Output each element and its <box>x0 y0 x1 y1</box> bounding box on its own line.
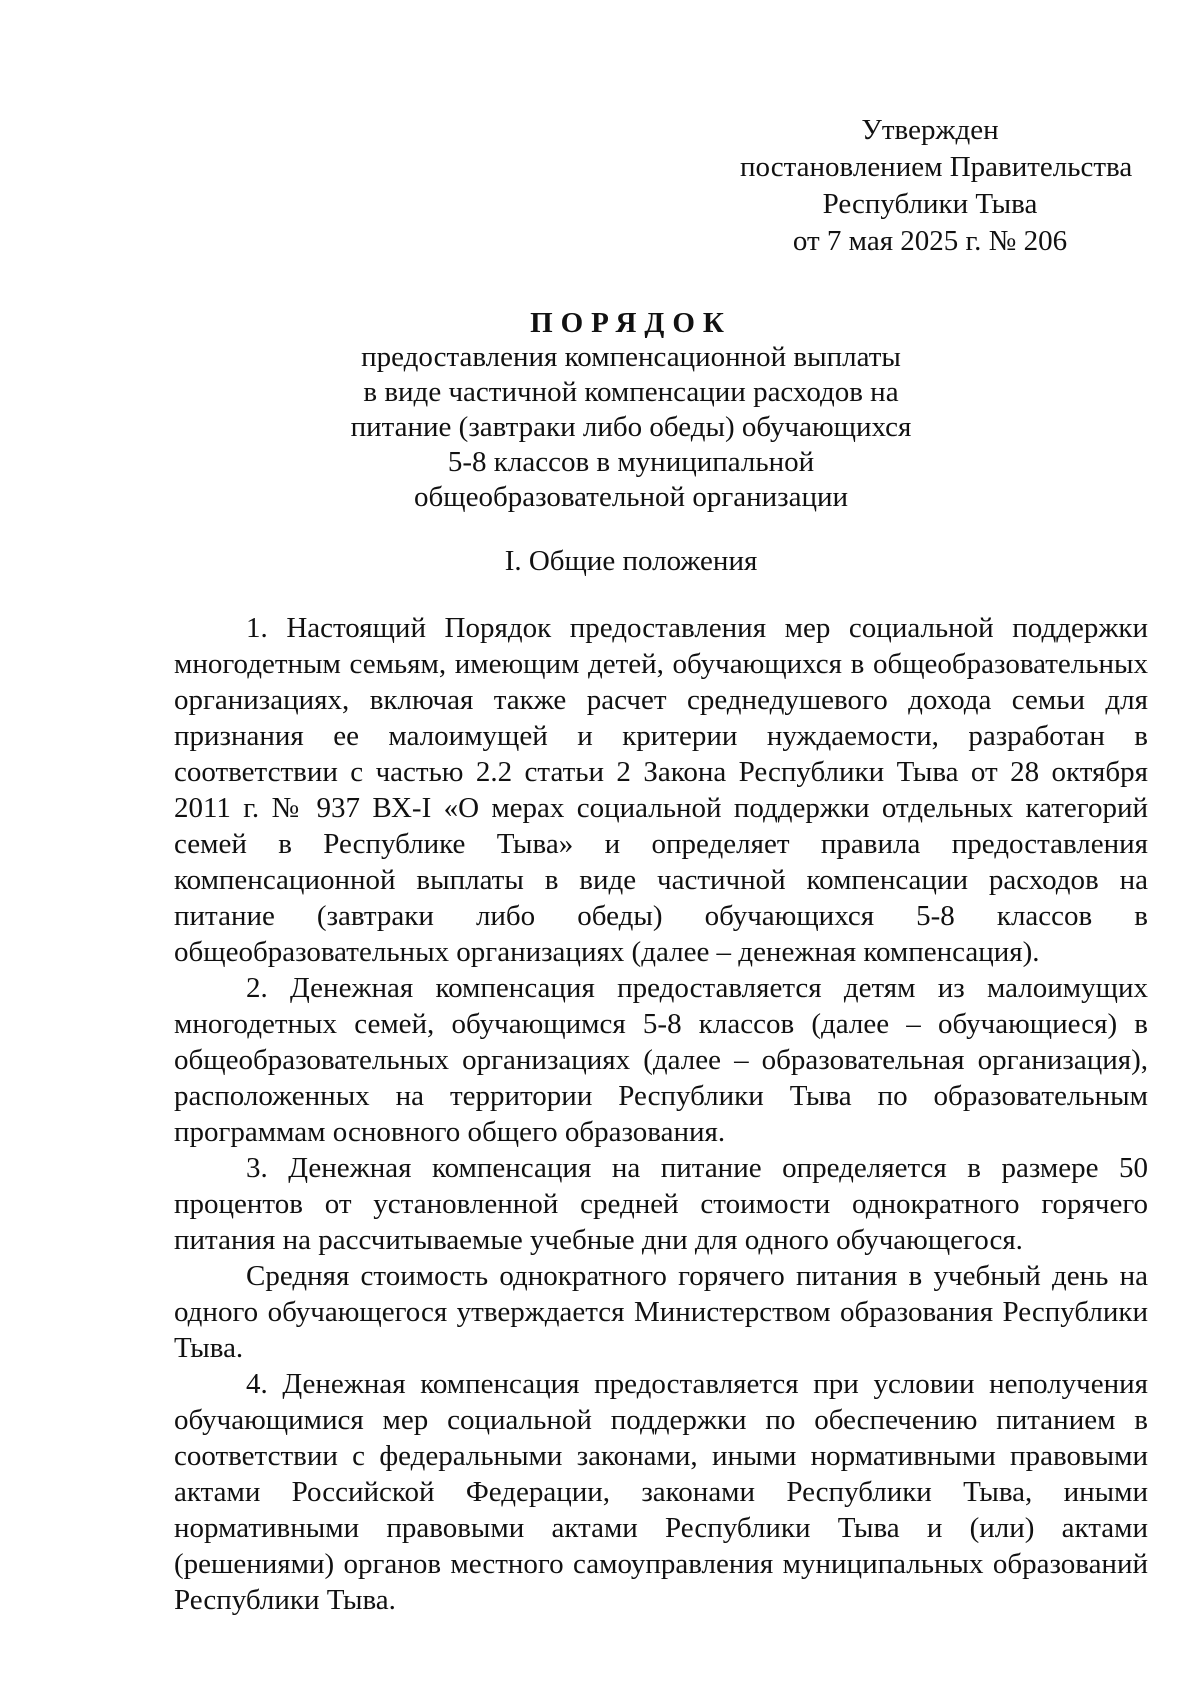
section-heading: I. Общие положения <box>504 545 758 577</box>
approval-line: Республики Тыва <box>822 188 1038 220</box>
approval-line: Утвержден <box>861 114 999 146</box>
paragraph-4: 4. Денежная компенсация предоставляется при условии неполучения обучающимися мер социальной поддержки по обеспечению питанием в соответствии с федеральными законами, иными нормативными правовыми актами Российской Федерации, законами Республики Тыва, иными нормативными правовыми актами Республики Тыва и (или) актами (решениями) органов местного самоуправления муниципальных образований Республики Тыва. <box>174 1368 1148 1616</box>
approval-line: постановлением Правительства <box>740 151 1133 183</box>
subtitle-line: предоставления компенсационной выплаты <box>361 341 901 373</box>
subtitle-line: питание (завтраки либо обеды) обучающихся <box>350 411 912 443</box>
paragraph-3: 3. Денежная компенсация на питание определяется в размере 50 процентов от установленной средней стоимости однократного горячего питания на рассчитываемые учебные дни для одного обучающегося. <box>174 1152 1148 1256</box>
subtitle-line: в виде частичной компенсации расходов на <box>363 376 899 408</box>
document-subtitle <box>0 340 1200 515</box>
subtitle-line: общеобразовательной организации <box>413 481 849 513</box>
paragraph-2: 2. Денежная компенсация предоставляется детям из малоимущих многодетных семей, обучающимся 5-8 классов (далее – обучающиеся) в общеобразовательных организациях (далее – образовательная организация), расположенных на территории Республики Тыва по образовательным программам основного общего образования. <box>174 972 1148 1148</box>
paragraph-3-continued: Средняя стоимость однократного горячего питания в учебный день на одного обучающегося утверждается Министерством образования Республики Тыва. <box>174 1260 1148 1364</box>
document-title: ПОРЯДОК <box>530 307 732 339</box>
paragraph-1: 1. Настоящий Порядок предоставления мер социальной поддержки многодетным семьям, имеющим детей, обучающихся в общеобразовательных организациях, включая также расчет среднедушевого дохода семьи для признания ее малоимущей и критерии нуждаемости, разработан в соответствии с частью 2.2 статьи 2 Закона Республики Тыва от 28 октября 2011 г. № 937 ВХ-I «О мерах социальной поддержки отдельных категорий семей в Республике Тыва» и определяет правила предоставления компенсационной выплаты в виде частичной компенсации расходов на питание (завтраки либо обеды) обучающихся 5-8 классов в общеобразовательных организациях (далее – денежная компенсация). <box>174 612 1148 968</box>
approval-date-line: от 7 мая 2025 г. № 206 <box>792 225 1068 257</box>
approval-block <box>740 112 1133 260</box>
subtitle-line: 5-8 классов в муниципальной <box>447 446 815 478</box>
document-body <box>174 610 1148 1618</box>
